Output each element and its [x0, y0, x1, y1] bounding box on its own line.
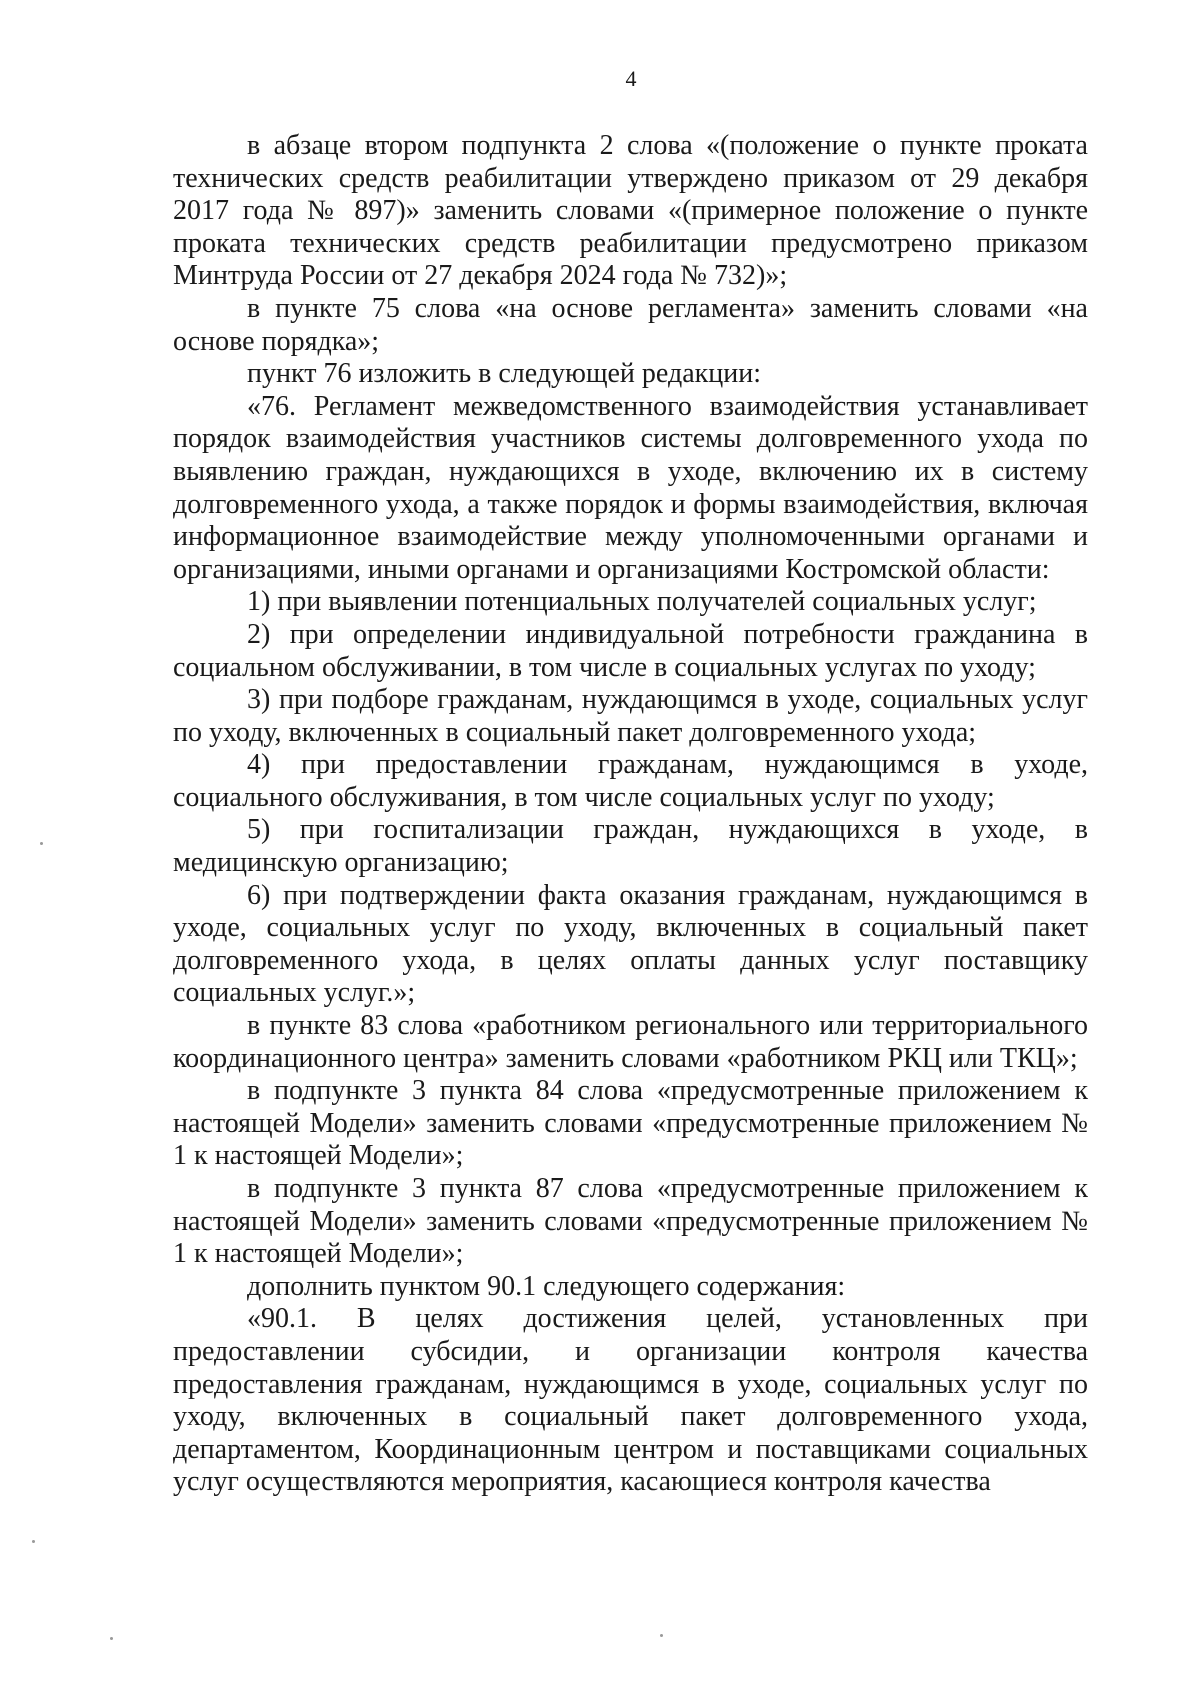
scan-speck: [32, 1540, 35, 1543]
scan-speck: [660, 1634, 663, 1637]
paragraph-13: в подпункте 3 пункта 87 слова «предусмотренные приложением к настоящей Модели» заменить словами «предусмотренные приложением № 1 к настоящей Модели»;: [173, 1173, 1088, 1270]
paragraph-11: в пункте 83 слова «работником регионального или территориального координационного центра» заменить словами «работником РКЦ или ТКЦ»;: [173, 1010, 1088, 1074]
page-number: 4: [625, 66, 637, 91]
paragraph-15: «90.1. В целях достижения целей, установленных при предоставлении субсидии, и организации контроля качества предоставления гражданам, нуждающимся в уходе, социальных услуг по уходу, включенных в социальный пакет долговременного ухода, департаментом, Координационным центром и поставщиками социальных услуг осуществляются мероприятия, касающиеся контроля качества: [173, 1303, 1088, 1498]
paragraph-7: 3) при подборе гражданам, нуждающимся в уходе, социальных услуг по уходу, включенных в социальный пакет долговременного ухода;: [173, 684, 1088, 748]
paragraph-10: 6) при подтверждении факта оказания гражданам, нуждающимся в уходе, социальных услуг по уходу, включенных в социальный пакет долговременного ухода, в целях оплаты данных услуг поставщику социальных услуг.»;: [173, 879, 1088, 1009]
paragraph-2: в пункте 75 слова «на основе регламента» заменить словами «на основе порядка»;: [173, 292, 1088, 357]
paragraph-4: «76. Регламент межведомственного взаимодействия устанавливает порядок взаимодействия участников системы долговременного ухода по выявлению граждан, нуждающихся в уходе, включению их в систему долговременного ухода, а также порядок и формы взаимодействия, включая информационное взаимодействие между уполномоченными органами и организациями, иными органами и организациями Костромской области:: [173, 390, 1088, 585]
paragraph-8: 4) при предоставлении гражданам, нуждающимся в уходе, социального обслуживания, в том числе социальных услуг по уходу;: [173, 749, 1088, 813]
paragraph-12: в подпункте 3 пункта 84 слова «предусмотренные приложением к настоящей Модели» заменить словами «предусмотренные приложением № 1 к настоящей Модели»;: [173, 1075, 1088, 1172]
paragraph-6: 2) при определении индивидуальной потребности гражданина в социальном обслуживании, в том числе в социальных услугах по уходу;: [173, 618, 1088, 683]
scan-speck: [110, 1637, 113, 1640]
paragraph-14: дополнить пунктом 90.1 следующего содержания:: [247, 1270, 846, 1302]
paragraph-9: 5) при госпитализации граждан, нуждающихся в уходе, в медицинскую организацию;: [173, 814, 1088, 879]
paragraph-1: в абзаце втором подпункта 2 слова «(положение о пункте проката технических средств реабилитации утверждено приказом от 29 декабря 2017 года № 897)» заменить словами «(примерное положение о пункте проката технических средств реабилитации предусмотрено приказом Минтруда России от 27 декабря 2024 года № 732)»;: [173, 130, 1088, 292]
document-body: [173, 130, 1088, 1499]
paragraph-3: пункт 76 изложить в следующей редакции:: [247, 358, 761, 390]
paragraph-5: 1) при выявлении потенциальных получателей социальных услуг;: [247, 586, 1037, 618]
scan-speck: [40, 842, 43, 845]
